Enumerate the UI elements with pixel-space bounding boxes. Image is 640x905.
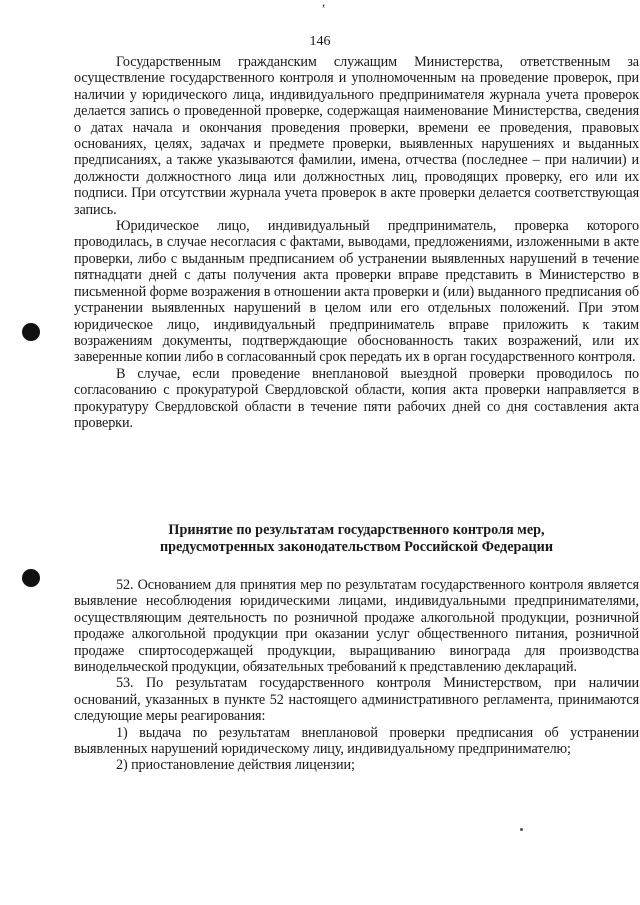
scan-mark: ᵜ	[322, 2, 326, 13]
punch-hole	[22, 569, 40, 587]
list-item: 2) приостановление действия лицензии;	[116, 757, 355, 774]
paragraph: Государственным гражданским служащим Министерства, ответственным за осуществление государственного контроля и уполномоченным на проведение проверок, при наличии у юридического лица, индивидуального предпринимателя журнала учета проверок делается запись о проведенной проверке, содержащая наименование Министерства, сведения о датах начала и окончания проведения проверки, времени ее проведения, правовых основаниях, целях, задачах и предмете проверки, выявленных нарушениях и выданных предписаниях, а также указываются фамилии, имена, отчества (последнее – при наличии) и должности должностного лица или должностных лиц, проводящих проверку, его или их подписи. При отсутствии журнала учета проверок в акте проверки делается соответствующая запись.	[74, 54, 639, 218]
list-item: 1) выдача по результатам внеплановой проверки предписания об устранении выявленных нарушений юридическому лицу, индивидуальному предпринимателю;	[74, 724, 639, 758]
paragraph: Юридическое лицо, индивидуальный предприниматель, проверка которого проводилась, в случае несогласия с фактами, выводами, предложениями, изложенными в акте проверки, либо с выданным предписанием об устранении выявленных нарушений в течение пятнадцати дней с даты получения акта проверки вправе представить в Министерство в письменной форме возражения в отношении акта проверки и (или) выданного предписания об устранении выявленных нарушений в целом или его отдельных положений. При этом юридическое лицо, индивидуальный предприниматель вправе приложить к таким возражениям документы, подтверждающие обоснованность таких возражений, или их заверенные копии либо в согласованный срок передать их в орган государственного контроля.	[74, 218, 639, 366]
page-number: 146	[309, 34, 331, 49]
paragraph: В случае, если проведение внеплановой выездной проверки проводилось по согласованию с прокуратурой Свердловской области, копия акта проверки направляется в прокуратуру Свердловской области в течение пяти рабочих дней со дня составления акта проверки.	[74, 365, 639, 431]
paragraph-53: 53. По результатам государственного контроля Министерством, при наличии оснований, указанных в пункте 52 настоящего административного регламента, принимаются следующие меры реагирования:	[74, 675, 639, 725]
paragraph-52: 52. Основанием для принятия мер по результатам государственного контроля является выявление несоблюдения юридическими лицами, индивидуальными предпринимателями, осуществляющим деятельность по розничной продаже алкогольной продукции, розничной продаже алкогольной продукции при оказании услуг общественного питания, розничной продаже спиртосодержащей продукции, выращиванию винограда для производства винодельческой продукции, обязательных требований к представлению деклараций.	[74, 577, 639, 676]
section-heading	[74, 522, 639, 556]
body-text-bottom	[74, 577, 639, 774]
punch-hole	[22, 323, 40, 341]
section-heading-line: Принятие по результатам государственного контроля мер,	[168, 522, 545, 538]
scan-speck	[520, 828, 523, 831]
section-heading-line: предусмотренных законодательством Российской Федерации	[159, 539, 554, 555]
body-text-top	[74, 54, 639, 431]
